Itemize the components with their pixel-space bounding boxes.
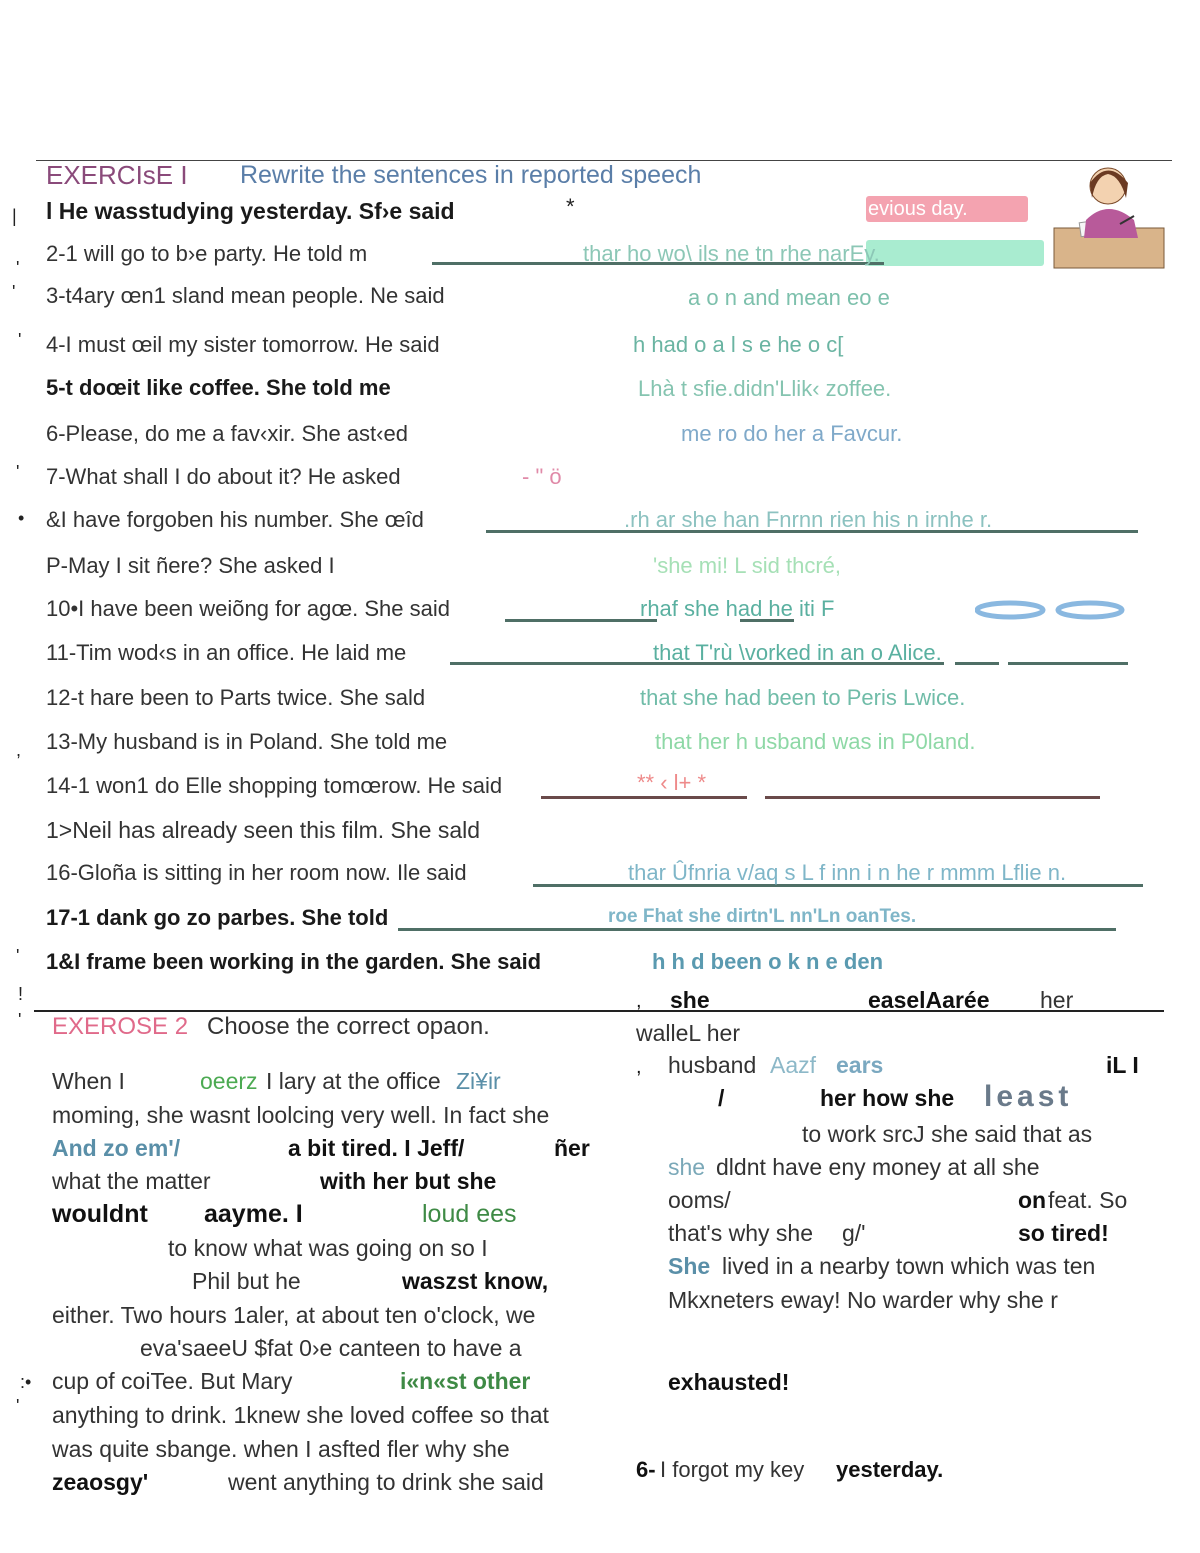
text-fragment: moming, she wasnt loolcing very well. In fact she [52, 1102, 550, 1128]
sentence-16: 16-Gloña is sitting in her room now. Ile said [46, 860, 467, 885]
text-fragment: what the matter [52, 1168, 211, 1194]
text-fragment: i«n«st other [400, 1368, 531, 1394]
text-fragment: feat. So [1048, 1187, 1128, 1213]
text-fragment: Zi¥ir [456, 1068, 501, 1094]
text-fragment: to work srcJ she said that as [802, 1121, 1093, 1147]
answer-5: Lhà t sfie.didn'Llik‹ zoffee. [638, 376, 892, 401]
sentence-15: 1>Neil has already seen this film. She sald [46, 817, 481, 843]
text-fragment: ooms/ [668, 1187, 731, 1213]
text-fragment: either. Two hours 1aler, at about ten o'clock, we [52, 1302, 536, 1328]
text-fragment: 6- [636, 1457, 656, 1482]
text-fragment: ears [836, 1052, 884, 1078]
text-fragment: eva'saeeU $fat 0›e canteen to have a [140, 1335, 522, 1361]
sentence-1: l He wasstudying yesterday. Sf›e said [46, 198, 455, 224]
answer-18: h h d been o k n e den [652, 949, 884, 974]
answer-11: that T'rù \vorked in an o Alice. [653, 640, 942, 665]
answer-4: h had o a l s e he o c[ [633, 332, 844, 357]
text-fragment: her how she [820, 1085, 955, 1111]
text-fragment: I lary at the office [266, 1068, 441, 1094]
side-note: evious day. [868, 198, 968, 220]
text-fragment: husband [668, 1052, 757, 1078]
exercise2-heading: EXEROSE 2 [52, 1013, 189, 1040]
text-fragment: to know what was going on so I [168, 1235, 488, 1261]
text-fragment: When I [52, 1068, 125, 1094]
wavy-decoration-icon [975, 600, 1125, 620]
text-fragment: And zo em'/ [52, 1135, 181, 1161]
exercise1-instruction: Rewrite the sentences in reported speech [240, 161, 702, 189]
student-writing-icon [1050, 158, 1170, 273]
text-fragment: went anything to drink she said [228, 1469, 544, 1495]
answer-14: ** ‹ l+ * [637, 770, 707, 795]
text-fragment: g/' [842, 1220, 866, 1246]
sentence-6: 6-Please, do me a fav‹xir. She ast‹ed [46, 421, 408, 446]
answer-13: that her h usband was in P0land. [655, 729, 976, 754]
answer-12: that she had been to Peris Lwice. [640, 685, 966, 710]
text-fragment: anything to drink. 1knew she loved coffee so that [52, 1402, 549, 1428]
text-fragment: on [1018, 1187, 1047, 1213]
sentence-14: 14-1 won1 do Elle shopping tomœrow. He said [46, 773, 503, 798]
answer-17: roe Fhat she dirtn'L nn'Ln oanTes. [608, 906, 917, 927]
sentence-18: 1&I frame been working in the garden. She said [46, 949, 542, 974]
sentence-12: 12-t hare been to Parts twice. She sald [46, 685, 426, 710]
text-fragment: iL I [1106, 1052, 1139, 1078]
text-fragment: cup of coiTee. But Mary [52, 1368, 293, 1394]
sentence-11: 11-Tim wod‹s in an office. He laid me [46, 640, 407, 665]
text-fragment: exhausted! [668, 1369, 790, 1395]
sentence-17: 17-1 dank go zo parbes. She told [46, 905, 389, 930]
text-fragment: Mkxneters eway! No warder why she r [668, 1287, 1058, 1313]
text-fragment: Phil but he [192, 1268, 301, 1294]
text-fragment: loud ees [422, 1200, 517, 1228]
sentence-9: P-May I sit ñere? She asked I [46, 553, 335, 578]
sentence-7: 7-What shall I do about it? He asked [46, 464, 401, 489]
text-fragment: that's why she [668, 1220, 814, 1246]
answer-1: * [566, 194, 575, 219]
text-fragment: she [668, 1154, 706, 1180]
answer-16: thar Ûfnria v/aq s L f inn i n he r mmm Lflie n. [628, 860, 1067, 885]
exercise1-heading: EXERCIsE I [46, 160, 188, 190]
answer-8: .rh ar she han Fnrnn rien his n irnhe r. [624, 507, 993, 532]
text-fragment: aayme. I [204, 1200, 303, 1228]
text-fragment: with her but she [320, 1168, 497, 1194]
text-fragment: Aazf [770, 1052, 817, 1078]
sentence-8: &I have forgoben his number. She œîd [46, 507, 424, 532]
text-fragment: her [1040, 987, 1074, 1013]
text-fragment: She [668, 1253, 711, 1279]
text-fragment: zeaosgy' [52, 1469, 149, 1495]
text-fragment: / [718, 1085, 725, 1111]
sentence-10: 10•I have been weiõng for agœ. She said [46, 596, 450, 621]
text-fragment: waszst know, [402, 1268, 549, 1294]
text-fragment: least [984, 1080, 1073, 1113]
text-fragment: she [670, 987, 710, 1013]
sentence-3: 3-t4ary œn1 sland mean people. Ne said [46, 283, 445, 308]
text-fragment: oeerz [200, 1068, 258, 1094]
text-fragment: lived in a nearby town which was ten [722, 1253, 1096, 1279]
text-fragment: so tired! [1018, 1220, 1109, 1246]
answer-10: rhaf she had he iti F [640, 596, 835, 621]
text-fragment: wouldnt [52, 1200, 148, 1228]
text-fragment: easelAarée [868, 987, 990, 1013]
answer-7: - " ö [522, 464, 562, 489]
answer-6: me ro do her a Favcur. [681, 421, 903, 446]
sentence-4: 4-I must œil my sister tomorrow. He said [46, 332, 440, 357]
text-fragment: dldnt have eny money at all she [716, 1154, 1040, 1180]
sentence-2: 2-1 will go to b›e party. He told m [46, 241, 368, 266]
text-fragment: ñer [554, 1135, 590, 1161]
text-fragment: yesterday. [836, 1457, 944, 1482]
text-fragment: was quite sbange. when I asfted fler why she [52, 1436, 510, 1462]
exercise2-instruction: Choose the correct opaon. [207, 1013, 490, 1040]
text-fragment: a bit tired. I Jeff/ [288, 1135, 465, 1161]
answer-3: a o n and mean eo e [688, 285, 890, 310]
answer-9: 'she mi! L sid thcré, [653, 553, 842, 578]
sentence-5: 5-t doœit like coffee. She told me [46, 375, 391, 400]
text-fragment: walleL her [636, 1020, 740, 1046]
sentence-13: 13-My husband is in Poland. She told me [46, 729, 448, 754]
answer-2: thar ho wo\ ils ne tn rhe narEy. [583, 241, 880, 266]
text-fragment: I forgot my key [660, 1457, 805, 1482]
